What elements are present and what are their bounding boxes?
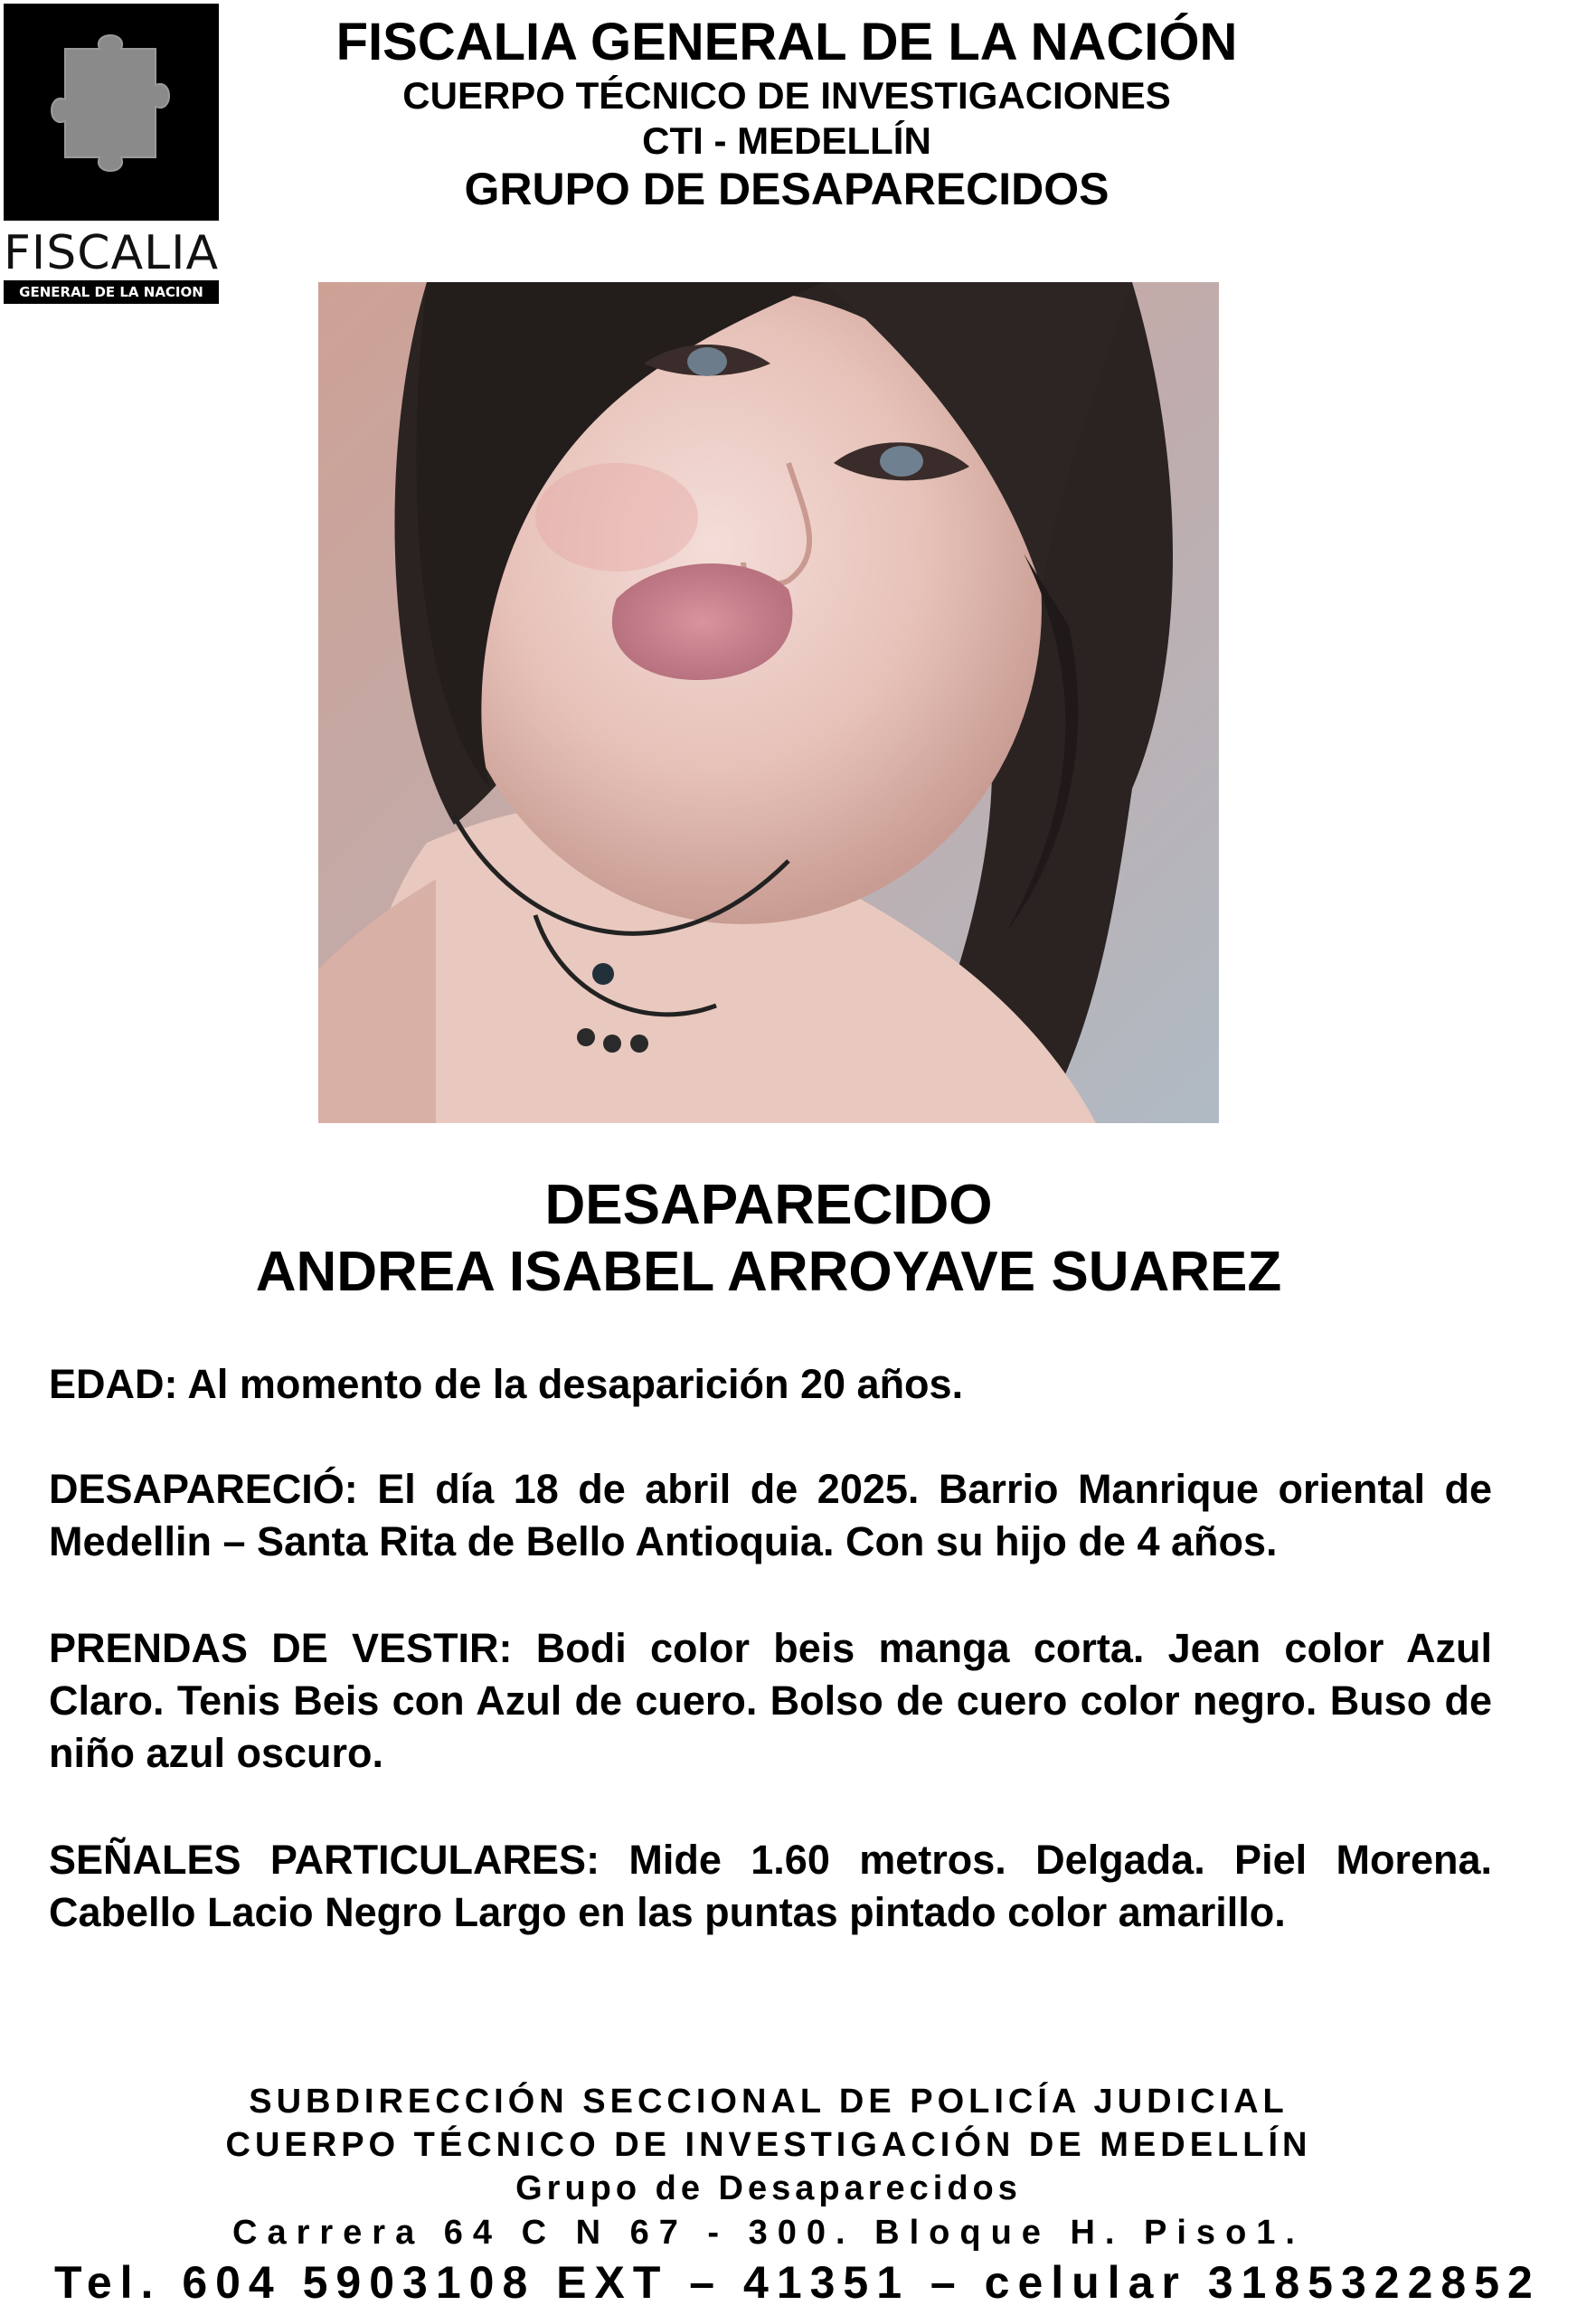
footer-subdirection: SUBDIRECCIÓN SECCIONAL DE POLICÍA JUDICIAL — [249, 2083, 1289, 2121]
puzzle-piece-icon — [29, 22, 192, 203]
portrait-image — [318, 282, 1219, 1123]
detail-age: EDAD: Al momento de la desaparición 20 años. — [49, 1361, 964, 1407]
fiscalia-logo — [4, 4, 219, 304]
header-department: CUERPO TÉCNICO DE INVESTIGACIONES — [402, 74, 1171, 117]
footer-phone: Tel. 604 5903108 EXT – 41351 – celular 3185322852 — [54, 2257, 1541, 2308]
footer-department: CUERPO TÉCNICO DE INVESTIGACIÓN DE MEDELLÍN — [225, 2126, 1312, 2164]
logo-background — [4, 4, 219, 221]
header-city: CTI - MEDELLÍN — [642, 119, 931, 162]
detail-disappearance: DESAPARECIÓ: El día 18 de abril de 2025. Barrio Manrique oriental de Medellin – Santa Rita de Bello Antioquia. Con su hijo de 4 años. — [49, 1466, 1492, 1564]
person-name: ANDREA ISABEL ARROYAVE SUAREZ — [255, 1241, 1282, 1303]
logo-word: FISCALIA — [4, 226, 220, 280]
detail-clothing: PRENDAS DE VESTIR: Bodi color beis manga corta. Jean color Azul Claro. Tenis Beis con Azul de cuero. Bolso de cuero color negro. Buso de niño azul oscuro. — [49, 1625, 1492, 1776]
missing-person-photo — [318, 282, 1219, 1123]
header-institution: FISCALIA GENERAL DE LA NACIÓN — [335, 13, 1238, 71]
logo-subtitle: GENERAL DE LA NACION — [4, 280, 219, 304]
footer-address: Carrera 64 C N 67 - 300. Bloque H. Piso1. — [232, 2214, 1305, 2252]
detail-features: SEÑALES PARTICULARES: Mide 1.60 metros. Delgada. Piel Morena. Cabello Lacio Negro Largo en las puntas pintado color amarillo. — [49, 1837, 1492, 1935]
header-group: GRUPO DE DESAPARECIDOS — [464, 164, 1110, 214]
footer-group: Grupo de Desaparecidos — [515, 2169, 1022, 2207]
status-title: DESAPARECIDO — [544, 1174, 993, 1236]
